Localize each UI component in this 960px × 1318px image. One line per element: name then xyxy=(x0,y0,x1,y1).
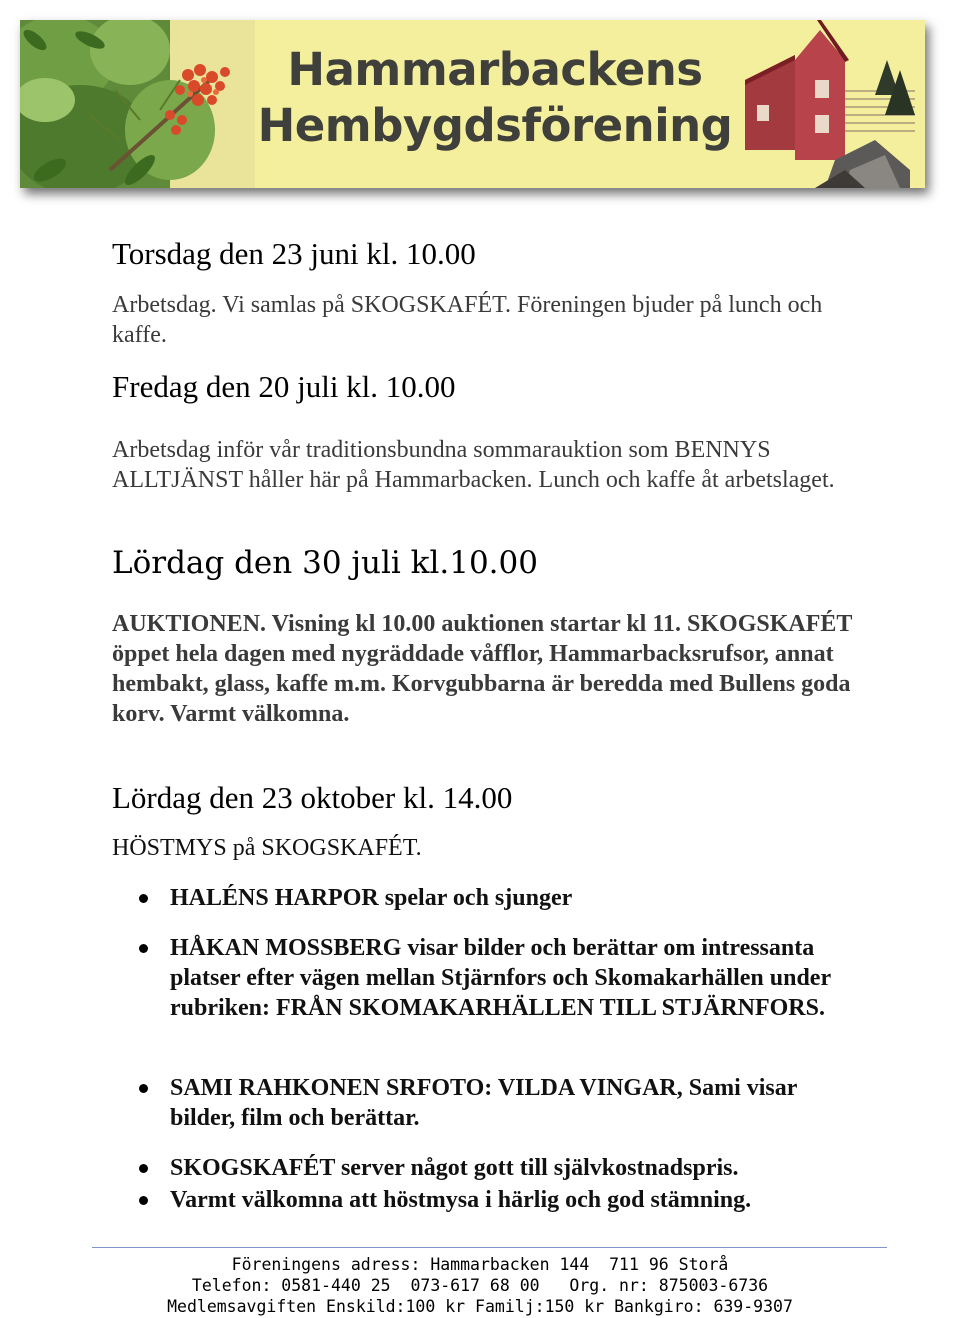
event-heading: Torsdag den 23 juni kl. 10.00 xyxy=(112,236,476,271)
list-item xyxy=(170,1153,860,1183)
footer-membership: Medlemsavgiften Enskild:100 kr Familj:150 kr Bankgiro: 639-9307 xyxy=(167,1297,793,1316)
footer-divider xyxy=(92,1247,887,1248)
list-item-text: HÅKAN MOSSBERG visar bilder och berättar om intressanta platser efter vägen mellan Stjärnfors och Skomakarhällen under rubriken: FRÅN SKOMAKARHÄLLEN TILL STJÄRNFORS. xyxy=(170,935,831,1021)
list-item-text: SAMI RAHKONEN SRFOTO: VILDA VINGAR, Sami visar bilder, film och berättar. xyxy=(170,1075,797,1131)
list-item-text: SKOGSKAFÉT server något gott till självkostnadspris. xyxy=(170,1155,739,1181)
footer-address: Föreningens adress: Hammarbacken 144 711 96 Storå xyxy=(231,1255,729,1274)
bullet-icon xyxy=(139,1196,148,1205)
mine-headframe-image xyxy=(725,20,925,188)
list-item xyxy=(170,933,860,1023)
banner-title xyxy=(235,42,755,154)
banner-title-line1: Hammarbackens xyxy=(287,43,703,96)
bullet-icon xyxy=(139,1084,148,1093)
list-item-text: Varmt välkomna att höstmysa i härlig och god stämning. xyxy=(170,1187,752,1213)
header-banner xyxy=(20,20,925,188)
footer xyxy=(0,1254,960,1317)
event-heading: Lördag den 30 juli kl.10.00 xyxy=(112,545,538,581)
list-item-text: HALÉNS HARPOR spelar och sjunger xyxy=(170,885,573,911)
bullet-icon xyxy=(139,894,148,903)
event-heading: Fredag den 20 juli kl. 10.00 xyxy=(112,369,456,404)
event-description: Arbetsdag. Vi samlas på SKOGSKAFÉT. Föreningen bjuder på lunch och kaffe. xyxy=(112,292,823,348)
list-item xyxy=(170,1185,860,1215)
rowan-tree-image xyxy=(20,20,255,188)
event-heading: Lördag den 23 oktober kl. 14.00 xyxy=(112,780,513,815)
bullet-icon xyxy=(139,1164,148,1173)
list-item xyxy=(170,883,860,913)
event-description: AUKTIONEN. Visning kl 10.00 auktionen startar kl 11. SKOGSKAFÉT öppet hela dagen med nygräddade våfflor, Hammarbacksrufsor, annat hembakt, glass, kaffe m.m. Korvgubbarna är beredda med Bullens goda korv. Varmt välkomna. xyxy=(112,611,852,727)
banner-title-line2: Hembygdsförening xyxy=(257,99,733,152)
event-description: Arbetsdag inför vår traditionsbundna sommarauktion som BENNYS ALLTJÄNST håller här på Hammarbacken. Lunch och kaffe åt arbetslaget. xyxy=(112,437,835,493)
bullet-icon xyxy=(139,944,148,953)
footer-phone: Telefon: 0581-440 25 073-617 68 00 Org. nr: 875003-6736 xyxy=(191,1276,769,1295)
list-item xyxy=(170,1073,860,1133)
event-description: HÖSTMYS på SKOGSKAFÉT. xyxy=(112,835,422,861)
